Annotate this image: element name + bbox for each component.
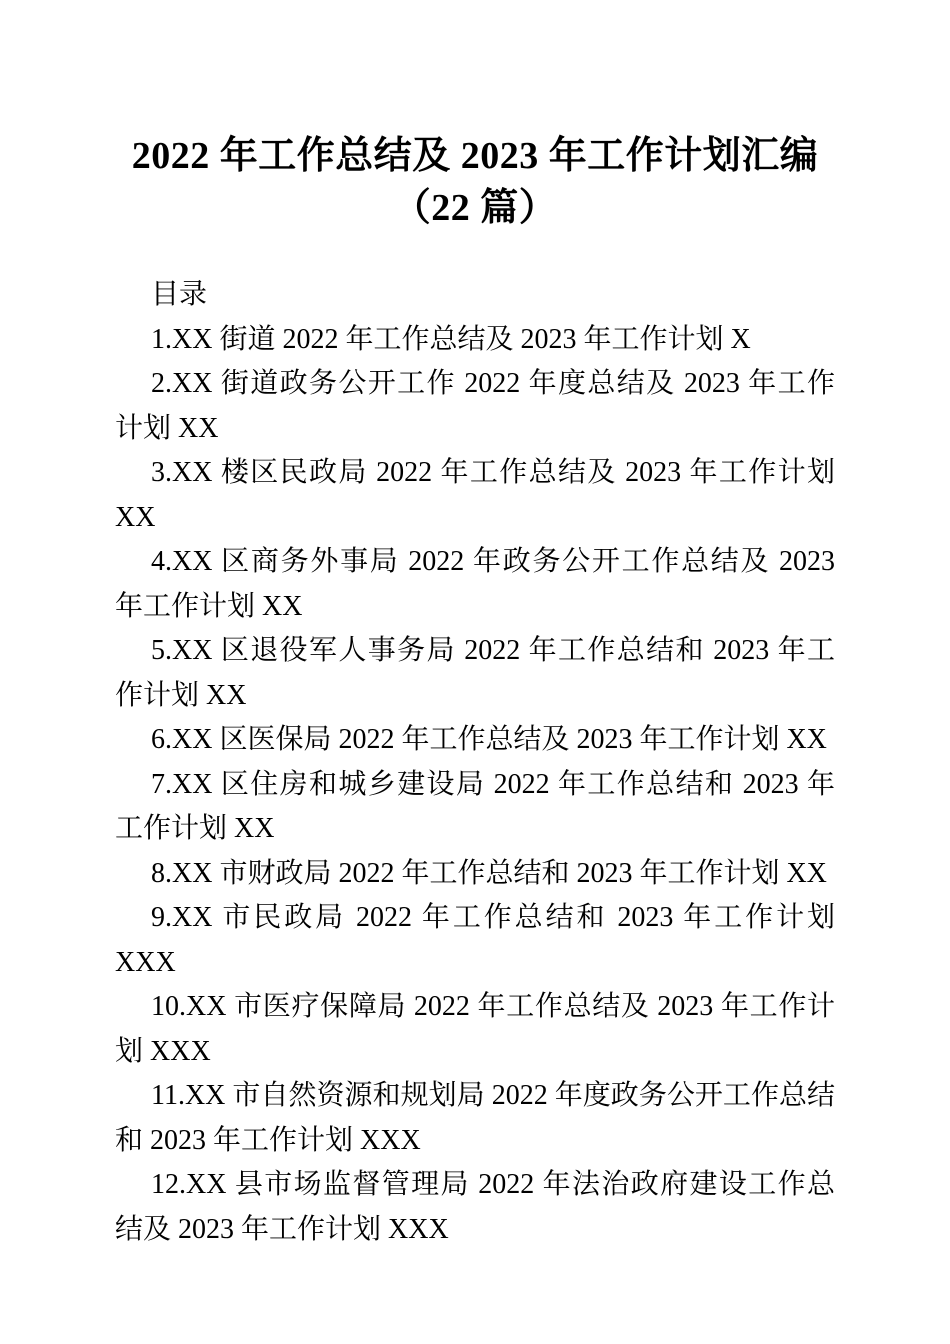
toc-item: 1.XX 街道 2022 年工作总结及 2023 年工作计划 X: [151, 323, 751, 355]
toc-item: 7.XX 区住房和城乡建设局 2022 年工作总结和 2023 年工作计划 XX: [115, 768, 835, 844]
toc-item: 2.XX 街道政务公开工作 2022 年度总结及 2023 年工作计划 XX: [115, 368, 835, 444]
toc-item: 5.XX 区退役军人事务局 2022 年工作总结和 2023 年工作计划 XX: [115, 635, 835, 711]
toc-item: 6.XX 区医保局 2022 年工作总结及 2023 年工作计划 XX: [151, 724, 827, 755]
toc-item: 10.XX 市医疗保障局 2022 年工作总结及 2023 年工作计划 XXX: [115, 991, 835, 1067]
toc-item: 8.XX 市财政局 2022 年工作总结和 2023 年工作计划 XX: [151, 857, 827, 889]
toc-item: 11.XX 市自然资源和规划局 2022 年度政务公开工作总结和 2023 年工作计划 XXX: [115, 1080, 835, 1156]
document-title: 2022 年工作总结及 2023 年工作计划汇编（22 篇）: [131, 135, 819, 229]
toc-heading: 目录: [151, 279, 208, 310]
toc-item: 9.XX 市民政局 2022 年工作总结和 2023 年工作计划 XXX: [115, 902, 835, 978]
toc-item: 12.XX 县市场监督管理局 2022 年法治政府建设工作总结及 2023 年工作计划 XXX: [115, 1169, 835, 1245]
table-of-contents: [115, 273, 835, 1252]
toc-item: 3.XX 楼区民政局 2022 年工作总结及 2023 年工作计划 XX: [115, 457, 835, 533]
toc-item: 4.XX 区商务外事局 2022 年政务公开工作总结及 2023 年工作计划 XX: [115, 546, 835, 622]
